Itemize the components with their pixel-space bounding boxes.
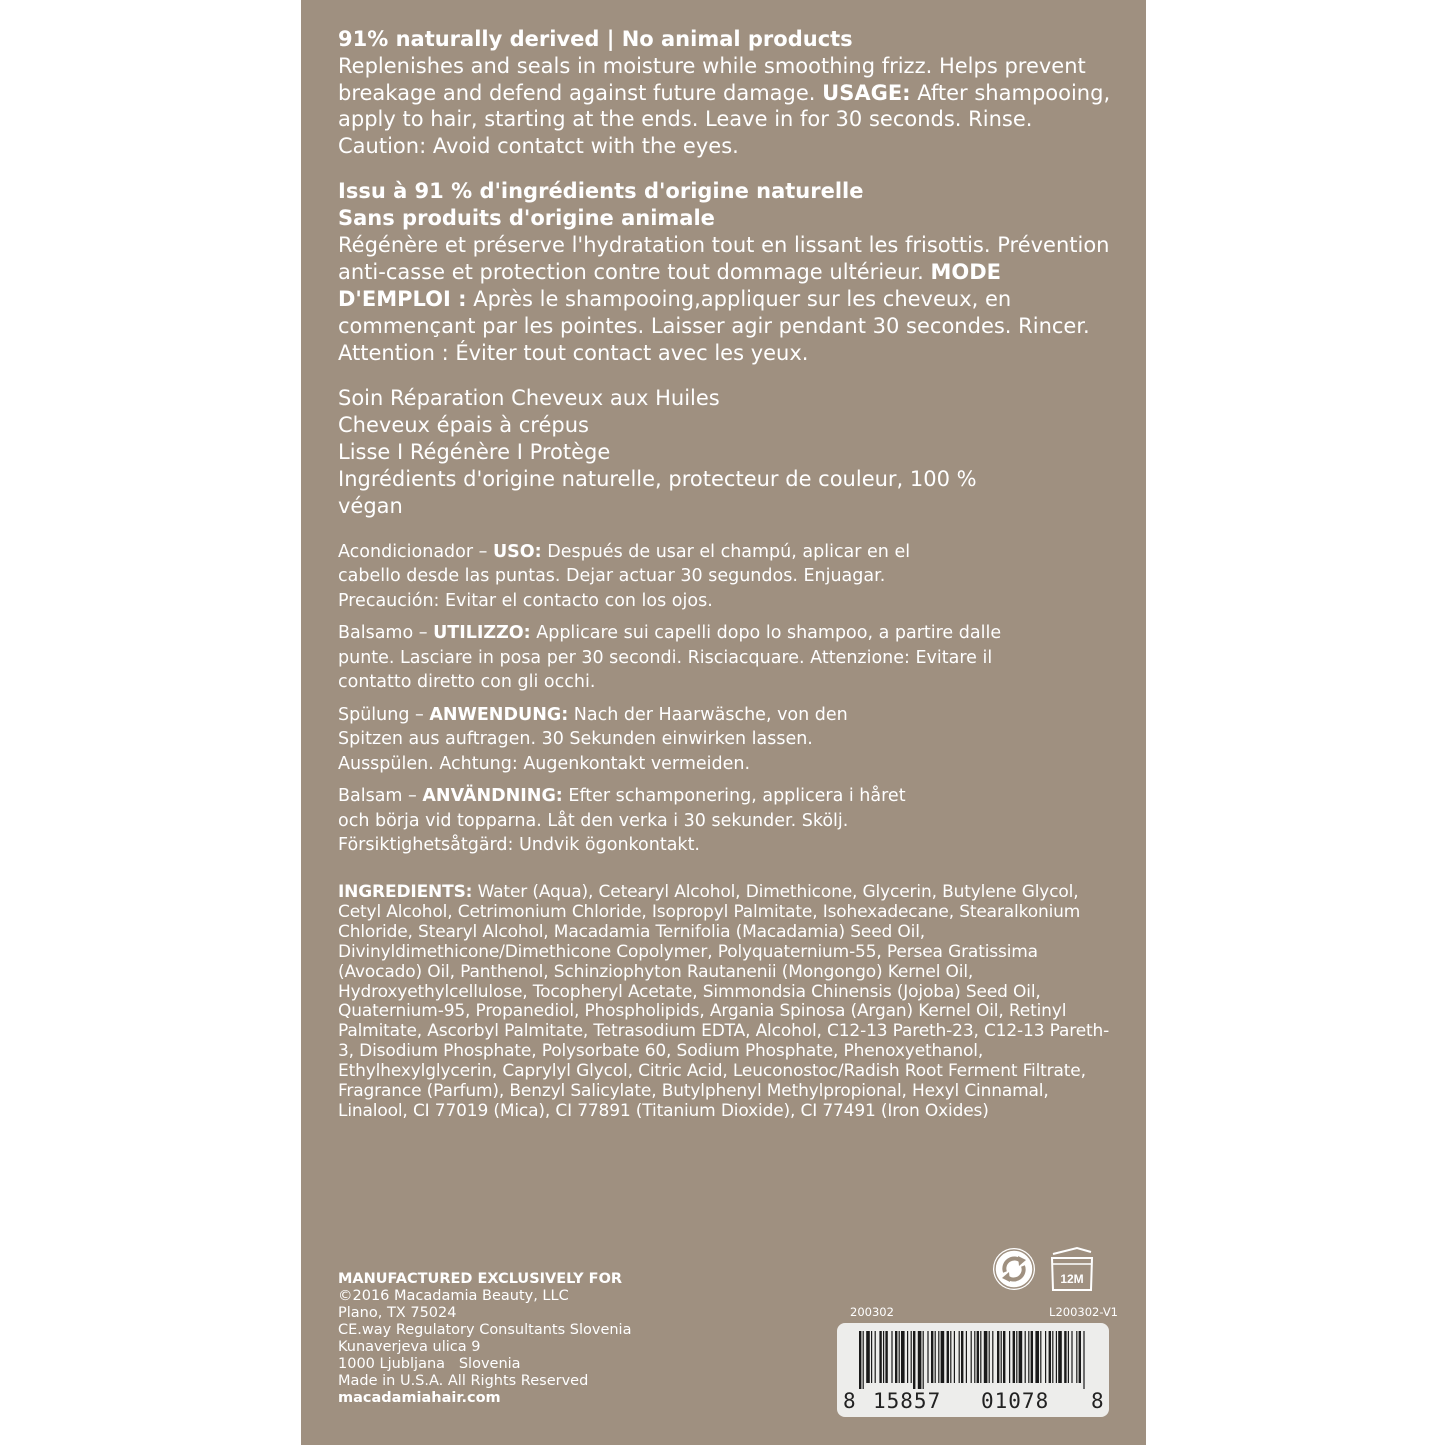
barcode-bar: [1040, 1331, 1041, 1383]
product-code-right: L200302-V1: [1049, 1305, 1118, 1319]
barcode-bar: [911, 1331, 912, 1383]
italian-section: [338, 621, 1003, 695]
english-usage-label: USAGE:: [822, 80, 911, 105]
pao-label: 12M: [1060, 1272, 1084, 1286]
barcode-bar: [1058, 1331, 1062, 1383]
french-product-line-4: Ingrédients d'origine naturelle, protecteur de couleur, 100 % végan: [338, 466, 977, 518]
swedish-section: [338, 784, 938, 858]
spanish-section: [338, 540, 958, 614]
recycle-icon: [991, 1246, 1037, 1292]
barcode-bar: [959, 1331, 960, 1383]
barcode-bar: [875, 1331, 876, 1383]
barcode-bar: [989, 1331, 990, 1383]
manufacturer-line-3: CE.way Regulatory Consultants Slovenia: [338, 1322, 632, 1338]
barcode-bar: [961, 1331, 963, 1383]
barcode-bar: [901, 1331, 905, 1383]
ingredients-list: Water (Aqua), Cetearyl Alcohol, Dimethicone, Glycerin, Butylene Glycol, Cetyl Alcohol, Cetrimonium Chloride, Isopropyl Palmitate, Isohexadecane, Stearalkonium Chloride, Stearyl Alcohol, Macadamia Ternifolia (Macadamia) Seed Oil, Divinyldimethicone/Dimethicone Copolymer, Polyquaternium-55, Persea Gratissima (Avocado) Oil, Panthenol, Schinziophyton Rautanenii (Mongongo) Kernel Oil, Hydroxyethylcellulose, Tocopheryl Acetate, Simmondsia Chinensis (Jojoba) Seed Oil, Quaternium-95, Propanediol, Phospholipids, Argania Spinosa (Argan) Kernel Oil, Retinyl Palmitate, Ascorbyl Palmitate, Tetrasodium EDTA, Alcohol, C12-13 Pareth-23, C12-13 Pareth-3, Disodium Phosphate, Polysorbate 60, Sodium Phosphate, Phenoxyethanol, Ethylhexylglycerin, Caprylyl Glycol, Citric Acid, Leuconostoc/Radish Root Ferment Filtrate, Fragrance (Parfum), Benzyl Salicylate, Butylphenyl Methylpropional, Hexyl Cinnamal, Linalool, CI 77019 (Mica), CI 77891 (Titanium Dioxide), CI 77491 (Iron Oxides): [338, 881, 1110, 1121]
english-headline: 91% naturally derived | No animal products: [338, 27, 853, 51]
barcode-bar: [1068, 1331, 1069, 1383]
german-section: [338, 703, 898, 777]
barcode-bar: [971, 1331, 972, 1383]
barcode-bar: [1031, 1331, 1033, 1383]
german-usage-label: ANWENDUNG:: [429, 704, 569, 725]
barcode-bar: [1079, 1331, 1081, 1383]
barcode-bar: [984, 1331, 988, 1383]
barcode-bar: [1076, 1331, 1077, 1383]
symbols-group: [991, 1244, 1111, 1294]
barcode-bar: [1025, 1331, 1026, 1383]
english-section: [338, 26, 1118, 160]
barcode-digits-left: 15857: [873, 1389, 942, 1413]
barcode-bar: [997, 1331, 999, 1383]
barcode-bar: [1052, 1331, 1053, 1383]
barcode-bar: [1083, 1331, 1084, 1389]
barcode-bar: [977, 1331, 979, 1383]
barcode-bar: [866, 1331, 870, 1383]
barcode-bar: [954, 1331, 955, 1383]
barcode-bar: [1009, 1331, 1010, 1383]
barcode-digit-first: 8: [843, 1389, 857, 1413]
barcode-bar: [1049, 1331, 1051, 1383]
ingredients-section: [338, 883, 1118, 1122]
spanish-prefix: Acondicionador –: [338, 541, 488, 562]
barcode-bar: [992, 1331, 993, 1383]
barcode-bar: [907, 1331, 908, 1383]
barcode-bar: [1013, 1331, 1015, 1383]
barcode-bar: [950, 1331, 951, 1383]
barcode-bar: [938, 1331, 939, 1383]
swedish-prefix: Balsam –: [338, 786, 417, 807]
product-code-left: 200302: [850, 1305, 894, 1319]
barcode-digit-last: 8: [1091, 1389, 1105, 1413]
barcode-bar: [895, 1331, 897, 1383]
label-text-block: [338, 26, 1118, 1122]
open-jar-icon: [1047, 1244, 1097, 1294]
italian-usage-text: Applicare sui capelli dopo lo shampoo, a partire dalle punte. Lasciare in posa per 30 secondi. Risciacquare. Attenzione: Evitare il contatto diretto con gli occhi.: [338, 623, 1002, 693]
manufacturer-line-2: Plano, TX 75024: [338, 1305, 457, 1321]
french-product-section: [338, 385, 1118, 520]
barcode-bar: [1056, 1331, 1057, 1383]
barcode-bar: [1028, 1331, 1029, 1383]
barcode-bar: [931, 1331, 933, 1383]
barcode-digits-right: 01078: [981, 1389, 1050, 1413]
manufacturer-line-1: ©2016 Macadamia Beauty, LLC: [338, 1288, 569, 1304]
ingredients-label: INGREDIENTS:: [338, 881, 473, 902]
italian-prefix: Balsamo –: [338, 623, 428, 644]
barcode-bar: [891, 1331, 892, 1383]
barcode-bar: [1064, 1331, 1066, 1383]
french-usage-label: MODE D'EMPLOI :: [338, 259, 1001, 311]
barcode-bar: [883, 1331, 884, 1383]
french-section: [338, 178, 1118, 367]
barcode-bar: [1019, 1331, 1023, 1383]
barcode-bar: [1003, 1331, 1005, 1383]
german-prefix: Spülung –: [338, 704, 424, 725]
french-headline-1: Issu à 91 % d'ingrédients d'origine naturelle: [338, 178, 864, 203]
manufacturer-line-6: Made in U.S.A. All Rights Reserved: [338, 1373, 589, 1389]
english-usage-text: After shampooing, apply to hair, starting at the ends. Leave in for 30 seconds. Rinse. Caution: Avoid contatct with the eyes.: [338, 80, 1111, 159]
barcode-bar: [1016, 1331, 1017, 1383]
barcode-bar: [863, 1331, 864, 1389]
barcode-bar: [871, 1331, 872, 1383]
barcode-bar: [1071, 1331, 1072, 1383]
french-headline-2: Sans produits d'origine animale: [338, 205, 715, 230]
barcode-bar: [913, 1331, 915, 1389]
spanish-usage-text: Después de usar el champú, aplicar en el cabello desde las puntas. Dejar actuar 30 segundos. Enjuagar. Precaución: Evitar el contacto con los ojos.: [338, 541, 911, 611]
manufacturer-heading: MANUFACTURED EXCLUSIVELY FOR: [338, 1271, 623, 1287]
swedish-usage-text: Efter schamponering, applicera i håret och börja vid topparna. Låt den verka i 30 sekunder. Skölj. Försiktighetsåtgärd: Undvik ögonkontakt.: [338, 786, 906, 856]
manufacturer-line-4: Kunaverjeva ulica 9: [338, 1339, 481, 1355]
barcode-bar: [885, 1331, 887, 1383]
barcode-bar: [923, 1331, 924, 1389]
barcode-bar: [966, 1331, 967, 1383]
barcode-bar: [980, 1331, 981, 1383]
barcode-bar: [1045, 1331, 1046, 1383]
french-product-line-1: Soin Réparation Cheveux aux Huiles: [338, 385, 720, 410]
barcode-bar: [947, 1331, 949, 1383]
barcode-bar: [1001, 1331, 1002, 1383]
manufacturer-block: [338, 1271, 758, 1407]
barcode-bar: [974, 1331, 975, 1383]
barcode-bar: [941, 1331, 945, 1383]
french-description: Régénère et préserve l'hydratation tout en lissant les frisottis. Prévention anti-casse et protection contre tout dommage ultérieur.: [338, 232, 1110, 284]
swedish-usage-label: ANVÄNDNING:: [422, 786, 563, 807]
barcode-bar: [1035, 1331, 1039, 1383]
product-codes: [850, 1305, 1118, 1321]
barcode-bar: [927, 1331, 928, 1383]
label-panel: [301, 0, 1146, 1445]
french-product-line-2: Cheveux épais à crépus: [338, 412, 589, 437]
barcode-bar: [899, 1331, 900, 1383]
barcode-bars: [857, 1331, 1089, 1389]
spanish-usage-label: USO:: [492, 541, 542, 562]
german-usage-text: Nach der Haarwäsche, von den Spitzen aus auftragen. 30 Sekunden einwirken lassen. Ausspülen. Achtung: Augenkontakt vermeiden.: [338, 704, 848, 774]
barcode-box: [837, 1323, 1109, 1417]
barcode-bar: [935, 1331, 936, 1383]
french-usage-text: Après le shampooing,appliquer sur les cheveux, en commençant par les pointes. Laisser agir pendant 30 secondes. Rincer. Attention : Éviter tout contact avec les yeux.: [338, 286, 1090, 365]
barcode-bar: [879, 1331, 881, 1383]
french-product-line-3: Lisse I Régénère I Protège: [338, 439, 611, 464]
website: macadamiahair.com: [338, 1390, 501, 1406]
barcode-bar: [859, 1331, 861, 1389]
english-description: Replenishes and seals in moisture while smoothing frizz. Helps prevent breakage and defend against future damage.: [338, 53, 1086, 105]
barcode-bar: [918, 1331, 922, 1389]
manufacturer-line-5: 1000 Ljubljana Slovenia: [338, 1356, 521, 1372]
italian-usage-label: UTILIZZO:: [433, 623, 531, 644]
